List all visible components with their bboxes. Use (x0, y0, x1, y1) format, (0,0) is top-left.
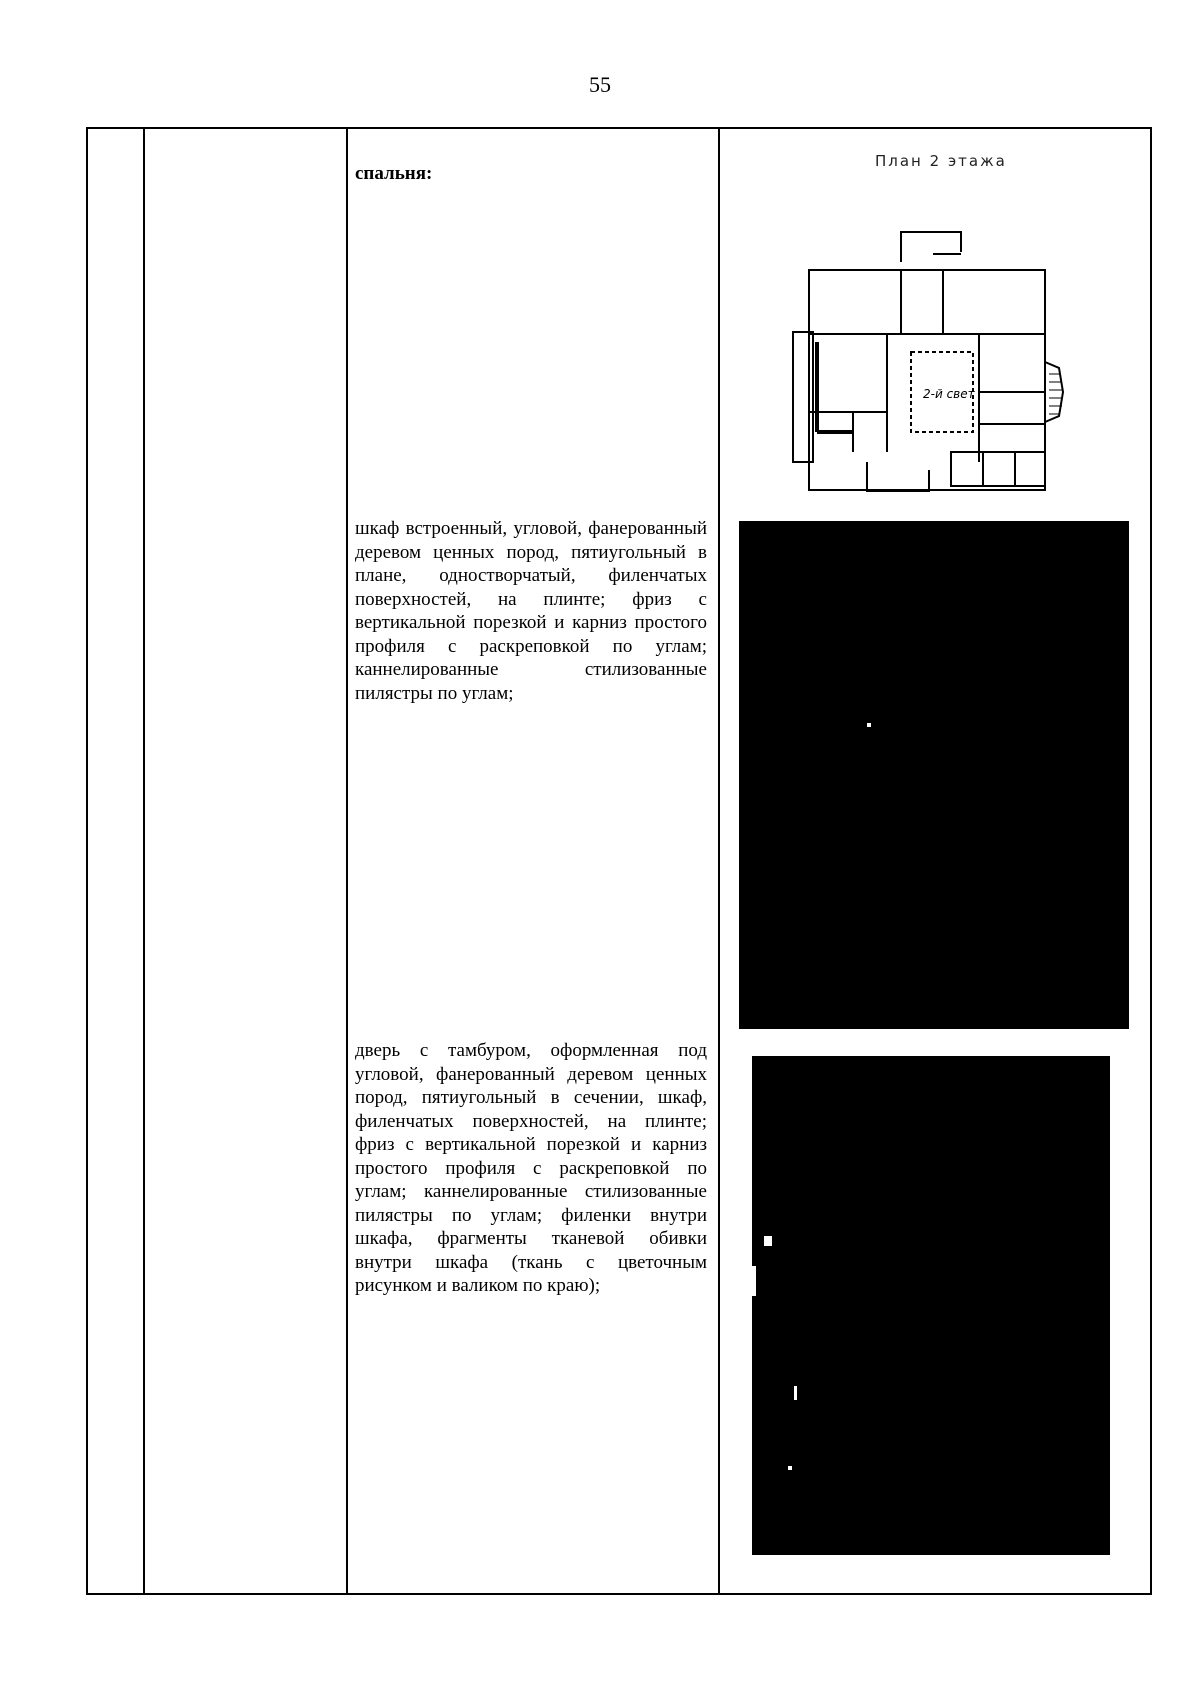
image-speck (764, 1236, 772, 1246)
floor-plan (783, 152, 1073, 492)
column-divider (346, 129, 348, 1593)
column-divider (718, 129, 720, 1593)
floor-plan-drawing (783, 192, 1073, 492)
image-speck (794, 1386, 797, 1400)
column-divider (143, 129, 145, 1593)
page-number: 55 (589, 72, 611, 97)
image-speck (867, 723, 871, 727)
item-description: дверь с тамбуром, оформленная под угловой, фанерованный деревом ценных пород, пятиугольный в сечении, шкаф, филенчатых поверхностей, на плинте; фриз с вертикальной порезкой и карниз простого профиля с раскреповкой по углам; каннелированные стилизованные пилястры по углам; филенки внутри шкафа, фрагменты тканевой обивки внутри шкафа (ткань с цветочным рисунком и валиком по краю); (355, 1040, 707, 1296)
floor-plan-center-label: 2-й свет (923, 387, 975, 401)
image-speck (788, 1466, 792, 1470)
image-speck (752, 1266, 756, 1296)
item-description: шкаф встроенный, угловой, фанерованный деревом ценных пород, пятиугольный в плане, одностворчатый, филенчатых поверхностей, на плинте; фриз с вертикальной порезкой и карниз простого профиля с раскреповкой по углам; каннелированные стилизованные пилястры по углам; (355, 518, 707, 704)
photo-door (752, 1056, 1110, 1555)
floor-plan-title: План 2 этажа (875, 152, 1007, 170)
photo-cabinet (739, 521, 1129, 1029)
section-heading: спальня: (355, 163, 433, 184)
